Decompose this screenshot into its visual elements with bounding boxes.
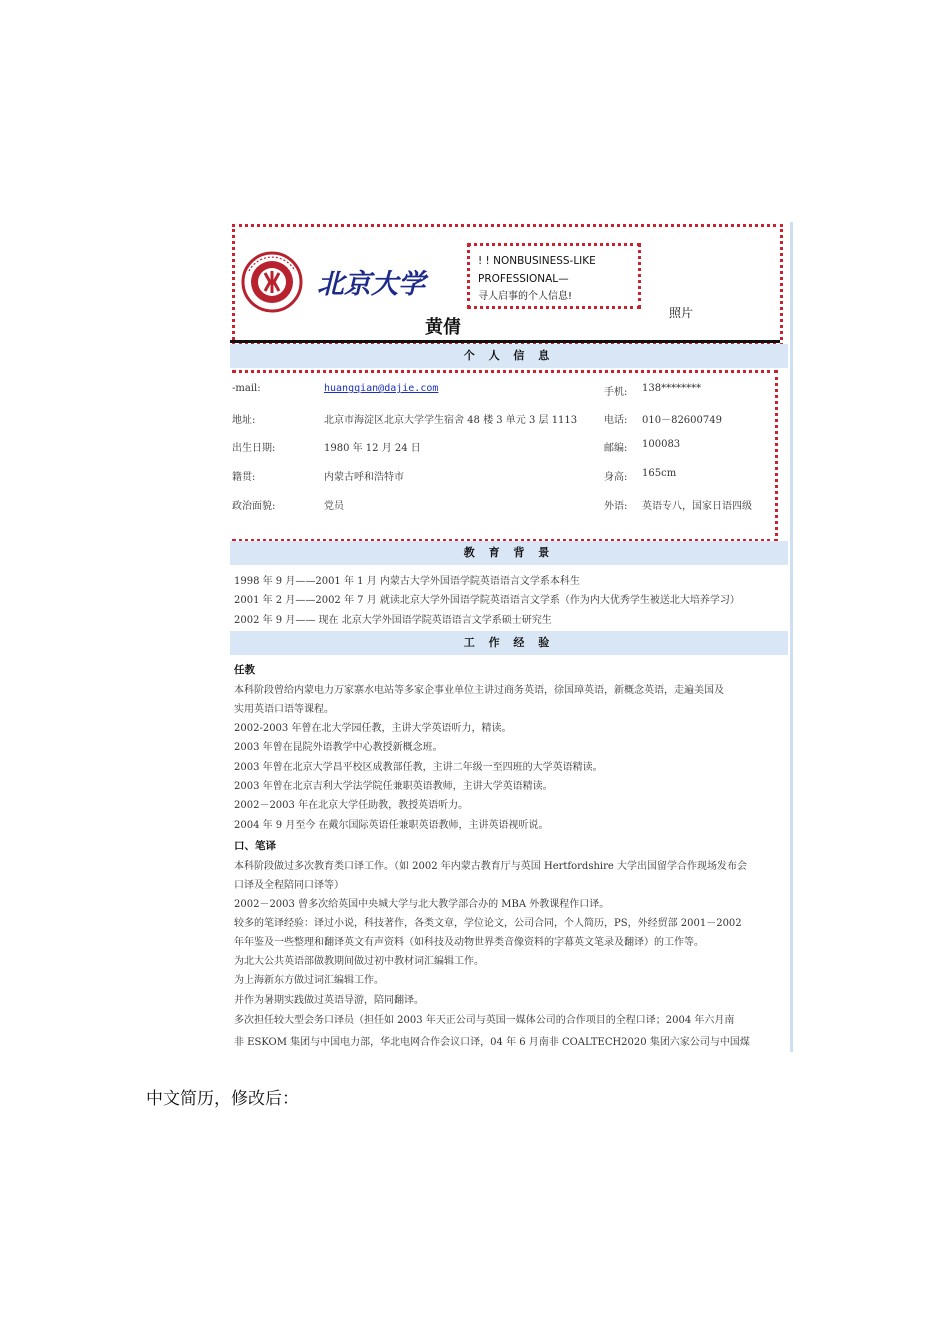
resume-image [230, 222, 793, 1052]
translation-line: 非 ESKOM 集团与中国电力部，华北电网合作会议口译，04 年 6 月南非 COALTECH2020 集团六家公司与中国煤 [234, 1037, 750, 1048]
peking-university-logo-icon [241, 251, 303, 313]
info-value: 内蒙古呼和浩特市 [324, 472, 404, 483]
info-label: 邮编: [604, 443, 628, 454]
translation-line: 并作为暑期实践做过英语导游，陪同翻译。 [234, 995, 424, 1006]
teaching-line: 2003 年曾在昆院外语教学中心教授新概念班。 [234, 742, 443, 753]
personal-info-heading: 个 人 信 息 [230, 344, 788, 368]
university-name-calligraphy [315, 265, 445, 301]
info-label: 籍贯: [232, 472, 256, 483]
teaching-line: 2003 年曾在北京大学昌平校区成教部任教，主讲二年级一至四班的大学英语精读。 [234, 762, 603, 773]
education-line: 2002 年 9 月—— 现在 北京大学外国语学院英语语言文学系硕士研究生 [234, 615, 552, 626]
personal-info-box [232, 370, 778, 542]
education-line: 2001 年 2 月——2002 年 7 月 就读北京大学外国语学院英语语言文学系（作为内大优秀学生被送北大培养学习） [234, 595, 740, 606]
info-value: 党员 [324, 501, 344, 512]
info-value: 北京市海淀区北京大学学生宿舍 48 楼 3 单元 3 层 1113 [324, 415, 578, 426]
info-label: 出生日期: [232, 443, 276, 454]
translation-line: 年年鉴及一些整理和翻译英文有声资料（如科技及动物世界类音像资料的字幕英文笔录及翻译）的工作等。 [234, 937, 704, 948]
info-value: 英语专八，国家日语四级 [642, 501, 752, 512]
teaching-subheading: 任教 [234, 664, 255, 676]
teaching-line: 2002-2003 年曾在北大学园任教，主讲大学英语听力，精读。 [234, 723, 512, 734]
caption-text: 中文简历，修改后： [146, 1089, 299, 1109]
motto-line-3: 寻人启事的个人信息! [478, 291, 573, 302]
teaching-line: 2003 年曾在北京吉利大学法学院任兼职英语教师，主讲大学英语精读。 [234, 781, 553, 792]
info-label: 手机: [604, 387, 628, 398]
resume-header [232, 224, 783, 346]
teaching-line: 2004 年 9 月至今 在戴尔国际英语任兼职英语教师，主讲英语视听说。 [234, 820, 549, 831]
info-value: 138******** [642, 383, 702, 394]
education-line: 1998 年 9 月——2001 年 1 月 内蒙古大学外国语学院英语语言文学系本科生 [234, 576, 580, 587]
info-value: 100083 [642, 439, 681, 450]
motto-line-1: ! ! NONBUSINESS-LIKE [478, 255, 596, 267]
education-heading: 教 育 背 景 [230, 541, 788, 565]
info-value: 1980 年 12 月 24 日 [324, 443, 421, 454]
email-link[interactable]: huangqian@dajie.com [324, 383, 439, 394]
info-label: -mail: [232, 383, 261, 394]
translation-line: 多次担任较大型会务口译员（担任如 2003 年天正公司与英国一媒体公司的合作项目的全程口译；2004 年六月南 [234, 1015, 735, 1026]
translation-line: 为上海新东方做过词汇编辑工作。 [234, 975, 384, 986]
translation-line: 2002－2003 曾多次给英国中央城大学与北大教学部合办的 MBA 外教课程作口译。 [234, 899, 610, 910]
translation-subheading: 口、笔译 [234, 840, 276, 852]
info-row [232, 439, 775, 459]
translation-line: 口译及全程陪同口译等） [234, 880, 344, 891]
work-heading: 工 作 经 验 [230, 631, 788, 655]
photo-placeholder-label: 照片 [669, 306, 694, 320]
info-label: 身高: [604, 472, 628, 483]
info-label: 政治面貌: [232, 501, 276, 512]
motto-line-2: PROFESSIONAL— [478, 273, 569, 285]
translation-line: 本科阶段做过多次教育类口译工作。（如 2002 年内蒙古教育厅与英国 Hertfordshire 大学出国留学合作现场发布会 [234, 861, 747, 872]
motto-box [467, 243, 641, 309]
info-row [232, 497, 775, 517]
info-value: 165cm [642, 468, 677, 479]
info-row [232, 411, 775, 431]
info-row [232, 468, 775, 488]
info-label: 地址: [232, 415, 256, 426]
translation-line: 较多的笔译经验：译过小说，科技著作，各类文章，学位论文，公司合同，个人简历，PS，外经贸部 2001－2002 [234, 918, 742, 929]
info-row [232, 383, 775, 403]
header-divider [230, 340, 780, 343]
translation-line: 为北大公共英语部做教期间做过初中教材词汇编辑工作。 [234, 956, 484, 967]
teaching-line: 实用英语口语等课程。 [234, 704, 334, 715]
info-label: 外语: [604, 501, 628, 512]
teaching-line: 2002－2003 年在北京大学任助教，教授英语听力。 [234, 800, 469, 811]
info-label: 电话: [604, 415, 628, 426]
info-value: 010－82600749 [642, 415, 722, 426]
university-name-text: 北京大学 [317, 269, 425, 300]
teaching-line: 本科阶段曾给内蒙电力万家寨水电站等多家企事业单位主讲过商务英语，徐国璋英语，新概念英语，走遍美国及 [234, 685, 724, 696]
candidate-name: 黄倩 [425, 317, 461, 338]
